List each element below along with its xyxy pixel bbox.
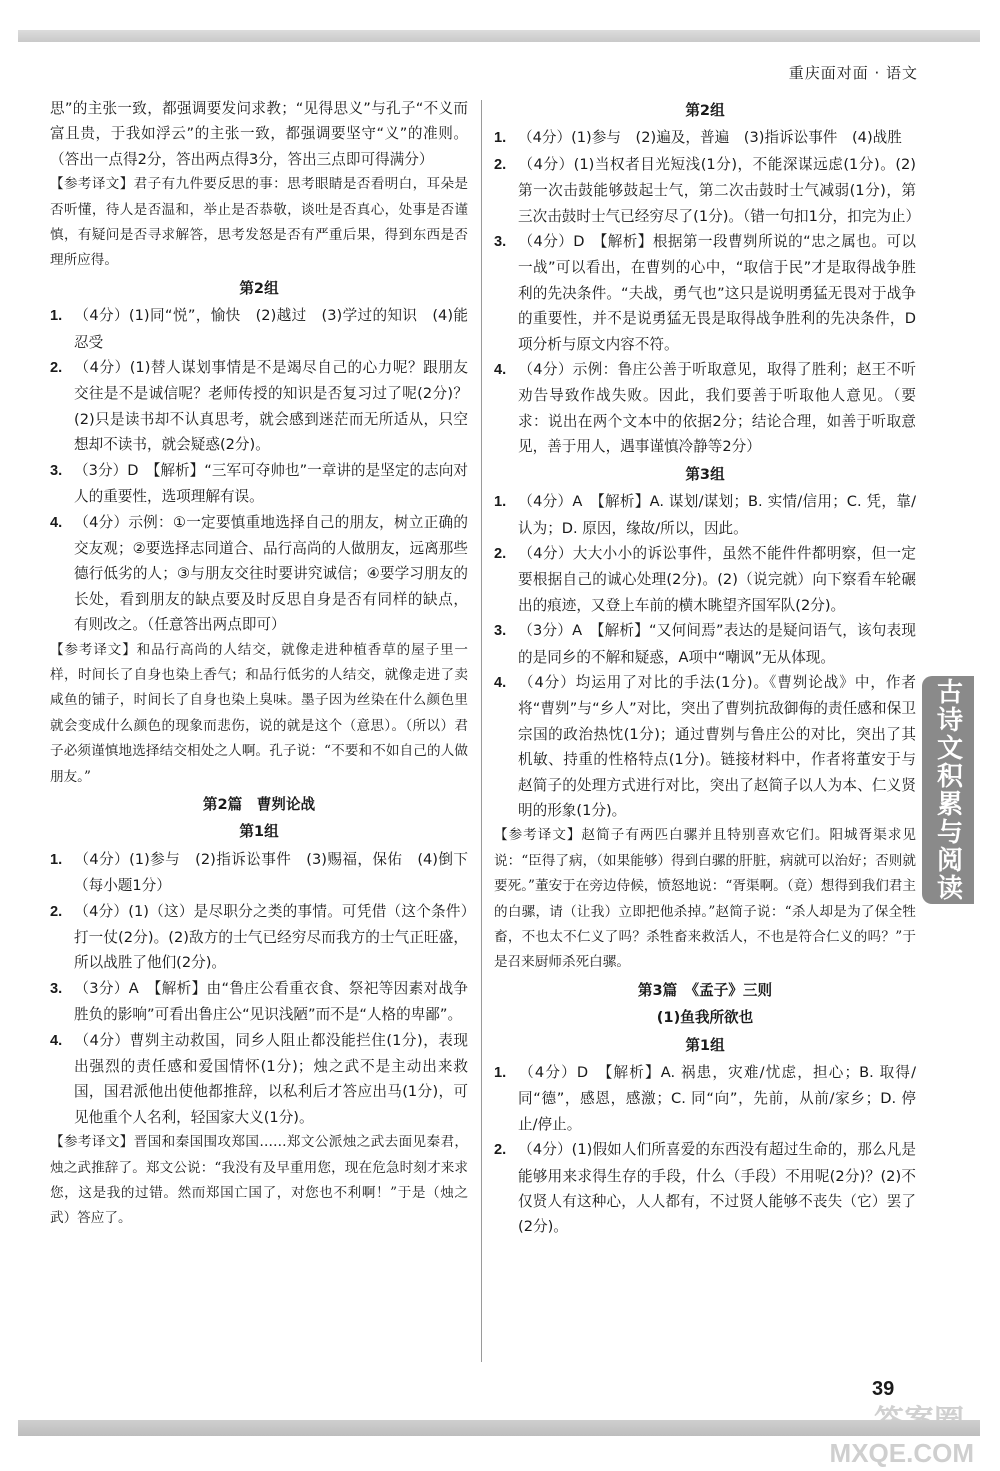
answer-item xyxy=(494,125,916,151)
item-number: 3. xyxy=(494,623,507,640)
item-text: （4分）A 【解析】A. 谋划/谋划；B. 实情/信用；C. 凭，靠/认为；D. 原因，缘故/所以，因此。 xyxy=(518,493,916,537)
answer-item xyxy=(494,670,916,823)
section-heading: (1)鱼我所欲也 xyxy=(656,1009,754,1027)
answer-item xyxy=(50,510,468,638)
section-heading: 第1组 xyxy=(239,823,279,841)
item-text: （4分）曹刿主动救国，同乡人阻止都没能拦住(1分)，表现出强烈的责任感和爱国情怀(1分)；烛之武不是主动出来救国，国君派他出使他都推辞，以私利后才答应出马(1分)，可见他重个人名利，轻国家大义(1分)。 xyxy=(74,1031,468,1126)
item-number: 3. xyxy=(494,234,507,251)
item-number: 4. xyxy=(494,674,507,691)
answer-item xyxy=(494,229,916,357)
page-number: 39 xyxy=(872,1378,895,1400)
section-heading: 第2篇 曹刿论战 xyxy=(202,795,316,813)
answer-item xyxy=(50,899,468,976)
item-number: 1. xyxy=(494,494,507,511)
item-number: 4. xyxy=(50,1032,63,1049)
item-number: 1. xyxy=(50,308,63,325)
item-text: （4分）(1)参与 (2)遍及，普遍 (3)指诉讼事件 (4)战胜 xyxy=(518,129,902,147)
reference-translation: 【参考译文】晋国和秦国围攻郑国……郑文公派烛之武去面见秦君，烛之武推辞了。郑文公说：“我没有及早重用您，现在危急时刻才来求您，这是我的过错。然而郑国亡国了，对您也不利啊！”于是（烛之武）答应了。 xyxy=(50,1134,468,1227)
answer-item xyxy=(50,303,468,355)
item-number: 3. xyxy=(50,980,63,997)
section-heading: 第3篇 《孟子》三则 xyxy=(637,981,773,999)
top-bar xyxy=(18,30,980,42)
item-text: （4分）均运用了对比的手法(1分)。《曹刿论战》中，作者将“曹刿”与“乡人”对比，突出了曹刿抗敌御侮的责任感和保卫宗国的政治热忱(1分)；通过曹刿与鲁庄公的对比，突出了其机敏、持重的性格特点(1分)。链接材料中，作者将董安于与赵简子的处理方式进行对比，突出了赵简子以人为本、仁义贤明的形象(1分)。 xyxy=(518,673,916,819)
item-text: （4分）(1)假如人们所喜爱的东西没有超过生命的，那么凡是能够用来求得生存的手段，什么（手段）不用呢(2分)？(2)不仅贤人有这种心，人人都有，不过贤人能够不丧失（它）罢了(2分)。 xyxy=(518,1141,916,1236)
item-text: （4分）(1)参与 (2)指诉讼事件 (3)赐福，保佑 (4)倒下（每小题1分） xyxy=(74,850,468,895)
item-text: （4分）D 【解析】根据第一段曹刿所说的“忠之属也。可以一战”可以看出，在曹刿的心中，“取信于民”才是取得战争胜利的先决条件。“夫战，勇气也”这只是说明勇猛无畏对于战争的重要性，并不是说勇猛无畏是取得战争胜利的先决条件，D项分析与原文内容不符。 xyxy=(518,233,916,353)
answer-item xyxy=(494,618,916,670)
section-heading: 第2组 xyxy=(685,102,725,119)
item-text: （3分）A 【解析】由“鲁庄公看重衣食、祭祀等因素对战争胜负的影响”可看出鲁庄公“见识浅陋”而不是“人格的卑鄙”。 xyxy=(74,979,468,1024)
item-number: 3. xyxy=(50,462,63,479)
item-text: （4分）(1)替人谋划事情是不是竭尽自己的心力呢？跟朋友交往是不是诚信呢？老师传授的知识是否复习过了呢(2分)？(2)只是读书却不认真思考，就会感到迷茫而无所适从，只空想却不读书，就会疑惑(2分)。 xyxy=(74,359,468,454)
column-divider xyxy=(481,100,482,1362)
section-side-tab: 古诗文积累与阅读 xyxy=(922,676,974,904)
item-text: （4分）D 【解析】A. 祸患，灾难/忧虑，担心；B. 取得/同“德”，感恩，感激；C. 同“向”，先前，从前/家乡；D. 停止/停止。 xyxy=(518,1064,916,1133)
answer-item xyxy=(494,541,916,618)
answer-item xyxy=(50,847,468,899)
bottom-bar xyxy=(18,1420,980,1436)
item-number: 4. xyxy=(50,514,63,531)
reference-translation: 【参考译文】君子有九件要反思的事：思考眼睛是否看明白，耳朵是否听懂，待人是否温和，举止是否恭敬，谈吐是否真心，处事是否谨慎，有疑问是否寻求解答，思考发怒是否有严重后果，得到东西是否理所应得。 xyxy=(50,176,468,269)
item-number: 2. xyxy=(50,360,63,377)
item-text: （4分）(1)同“悦”，愉快 (2)越过 (3)学过的知识 (4)能忍受 xyxy=(74,307,468,351)
item-number: 4. xyxy=(494,362,507,379)
answer-item xyxy=(50,458,468,510)
item-text: （4分）(1)当权者目光短浅(1分)，不能深谋远虑(1分)。(2)第一次击鼓能够鼓起士气，第二次击鼓时士气减弱(1分)，第三次击鼓时士气已经穷尽了(1分)。（错一句扣1分，扣完为止） xyxy=(518,155,921,225)
item-text: （4分）大大小小的诉讼事件，虽然不能件件都明察，但一定要根据自己的诚心处理(2分)。(2)（说完就）向下察看车轮碾出的痕迹，又登上车前的横木眺望齐国军队(2分)。 xyxy=(518,544,916,614)
item-number: 1. xyxy=(50,851,63,868)
continued-text: 思”的主张一致，都强调要发问求教；“见得思义”与孔子“不义而富且贵，于我如浮云”的主张一致，都强调要坚守“义”的准则。（答出一点得2分，答出两点得3分，答出三点即可得满分） xyxy=(50,100,468,168)
answer-item xyxy=(494,1060,916,1137)
reference-translation: 【参考译文】赵简子有两匹白骡并且特别喜欢它们。阳城胥渠求见说：“臣得了病，（如果能够）得到白骡的肝脏，病就可以治好；否则就要死。”董安于在旁边侍候，愤怒地说：“胥渠啊。（竟）想得到我们君主的白骡，请（让我）立即把他杀掉。”赵简子说：“杀人却是为了保全牲畜，不也太不仁义了吗？杀牲畜来救活人，不也是符合仁义的吗？”于是召来厨师杀死白骡。 xyxy=(494,827,916,971)
answer-item xyxy=(50,355,468,458)
reference-translation: 【参考译文】和品行高尚的人结交，就像走进种植香草的屋子里一样，时间长了自身也染上香气；和品行低劣的人结交，就像走进了卖咸鱼的铺子，时间长了自身也染上臭味。墨子因为丝染在什么颜色里就会变成什么颜色的现象而悲伤，说的就是这个（意思）。（所以）君子必须谨慎地选择结交相处之人啊。孔子说：“不要和不如自己的人做朋友。” xyxy=(50,641,468,785)
section-heading: 第2组 xyxy=(239,279,279,297)
answer-item xyxy=(50,1028,468,1131)
item-number: 2. xyxy=(494,1142,507,1159)
answer-item xyxy=(494,489,916,541)
item-text: （3分）A 【解析】“又何间焉”表达的是疑问语气，该句表现的是同乡的不解和疑惑，A项中“嘲讽”无从体现。 xyxy=(518,622,916,666)
item-number: 2. xyxy=(494,545,507,562)
section-heading: 第3组 xyxy=(685,465,725,483)
item-text: （4分）(1)（这）是尽职分之类的事情。可凭借（这个条件）打一仗(2分)。(2)敌方的士气已经穷尽而我方的士气正旺盛，所以战胜了他们(2分)。 xyxy=(74,902,468,972)
watermark-url: MXQE.COM xyxy=(829,1438,974,1468)
item-number: 1. xyxy=(494,130,507,147)
answer-item xyxy=(494,152,921,229)
item-text: （4分）示例：鲁庄公善于听取意见，取得了胜利；赵王不听劝告导致作战失败。因此，我们要善于听取他人意见。（要求：说出在两个文本中的依据2分；结论合理，如善于听取意见，善于用人，遇事谨慎冷静等2分） xyxy=(518,361,916,456)
answer-item xyxy=(494,1137,916,1240)
answer-item xyxy=(494,357,916,460)
left-column xyxy=(50,96,468,1232)
page-header: 重庆面对面 · 语文 xyxy=(788,64,918,82)
item-text: （4分）示例：①一定要慎重地选择自己的朋友，树立正确的交友观；②要选择志同道合、品行高尚的人做朋友，远离那些德行低劣的人；③与朋友交往时要讲究诚信；④要学习朋友的长处，看到朋友的缺点要及时反思自身是否有同样的缺点，有则改之。（任意答出两点即可） xyxy=(74,513,468,634)
section-heading: 第1组 xyxy=(685,1036,725,1054)
item-number: 2. xyxy=(494,156,507,173)
item-number: 2. xyxy=(50,903,63,920)
item-text: （3分）D 【解析】“三军可夺帅也”一章讲的是坚定的志向对人的重要性，选项理解有误。 xyxy=(74,461,468,506)
right-column xyxy=(494,96,921,1240)
answer-item xyxy=(50,976,468,1028)
item-number: 1. xyxy=(494,1065,507,1082)
